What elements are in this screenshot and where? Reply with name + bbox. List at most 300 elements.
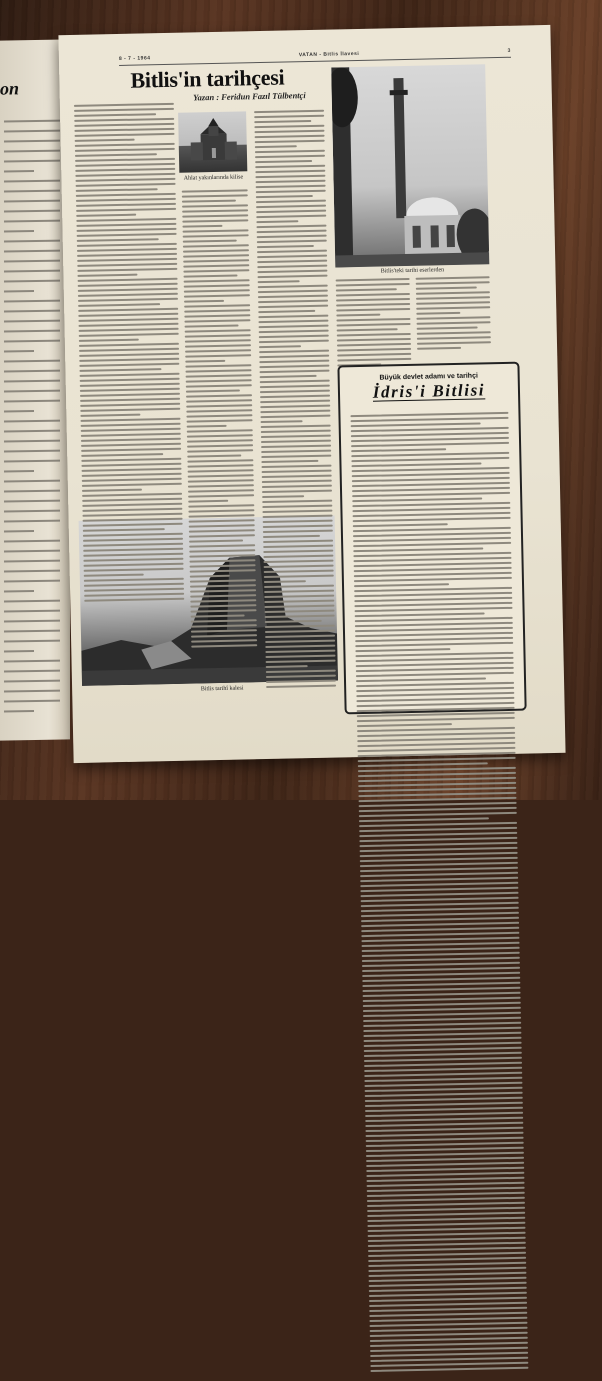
text-line [82,513,182,517]
text-line [262,485,332,488]
text-line [184,279,250,282]
text-line [263,535,320,538]
text-line [82,473,182,477]
adjacent-page-text-line [4,360,60,363]
text-line [82,498,182,502]
text-line [77,248,177,252]
text-line [266,680,336,683]
text-line [188,494,254,497]
text-line [77,243,177,247]
text-line [75,148,175,152]
adjacent-page-text-line [4,570,60,573]
text-line [355,612,485,617]
adjacent-page-text-line [4,260,60,263]
text-line [74,123,174,127]
church-photo [178,111,247,172]
minaret-photo-caption: Bitlis'teki tarihi eserlerden [380,267,445,275]
text-line [263,525,333,528]
text-line [264,580,306,583]
text-line [261,465,331,468]
text-line [357,717,515,722]
text-line [84,598,184,602]
text-line [258,280,300,283]
text-line [265,610,335,613]
text-line [256,185,326,188]
text-line [265,615,335,618]
text-line [254,130,324,133]
text-line [264,565,334,568]
text-line [185,344,251,347]
text-line [262,470,332,473]
text-line [264,570,334,573]
text-line [266,665,308,668]
text-line [74,118,174,122]
text-line [257,265,327,268]
text-line [262,490,332,493]
text-line [262,475,332,478]
text-line [336,303,410,307]
text-line [355,648,450,652]
text-line [183,229,249,232]
text-line [189,554,255,557]
text-line [417,321,491,325]
text-line [337,348,411,352]
text-line [262,495,304,498]
text-line [83,528,165,532]
text-line [263,530,333,533]
text-line [260,385,330,388]
text-line [417,336,491,340]
text-line [255,170,325,173]
text-line [75,173,175,177]
text-line [266,685,336,688]
text-line [187,459,253,462]
text-line [78,288,178,292]
text-line [75,163,175,167]
text-line [355,642,513,647]
text-line [74,113,156,117]
text-line [190,564,256,567]
text-line [257,260,327,263]
text-line [336,318,410,322]
text-line [256,225,326,228]
text-line [336,288,397,291]
text-line [76,188,158,192]
text-line [76,203,176,207]
text-line [78,308,178,312]
text-line [84,583,184,587]
text-line [257,270,327,273]
text-line [185,329,251,332]
text-line [80,378,180,382]
adjacent-page-text-line [4,620,60,623]
text-line [77,274,137,277]
adjacent-page-text-line [4,450,60,453]
adjacent-page-text-line [4,480,60,483]
text-line [255,140,325,143]
text-line [186,379,252,382]
text-line [191,629,257,632]
text-line [80,398,180,402]
adjacent-page-text-line [4,350,34,353]
text-line [259,350,329,353]
text-line [78,283,178,287]
text-line [259,360,329,363]
text-line [336,298,410,302]
text-line [259,345,301,348]
adjacent-page-text-line [4,590,34,593]
text-line [189,559,255,562]
adjacent-page-text-line [4,150,60,153]
page-masthead [119,48,511,66]
text-line [83,553,183,557]
text-line [187,449,253,452]
text-line [189,519,255,522]
adjacent-page-text-line [4,220,60,223]
masthead-page-number: 3 [507,47,511,54]
text-line [83,523,183,527]
article-column-4 [336,278,412,370]
text-line [359,817,489,822]
text-line [351,442,509,447]
text-line [190,599,256,602]
text-line [79,348,179,352]
text-line [416,281,490,285]
text-line [80,418,180,422]
adjacent-page-text-line [4,490,60,493]
text-line [77,268,177,272]
text-line [186,399,252,402]
text-line [82,468,182,472]
adjacent-page-text-line [4,280,60,283]
text-line [182,194,248,197]
adjacent-page-text-line [4,550,60,553]
text-line [187,439,253,442]
adjacent-page-text-line [4,370,60,373]
text-line [80,414,140,417]
text-line [191,609,257,612]
article-column-1 [74,103,184,605]
adjacent-page-text-line [4,430,60,433]
text-line [263,540,333,543]
text-line [260,370,330,373]
text-line [191,619,257,622]
text-line [82,483,182,487]
text-line [187,464,253,467]
text-line [74,128,174,132]
adjacent-page-text-line [4,240,60,243]
adjacent-page-text-line [4,180,60,183]
text-line [263,520,333,523]
text-line [254,125,324,128]
text-line [184,300,224,303]
text-line [258,275,328,278]
text-line [337,333,411,337]
adjacent-page-text-line [4,460,60,463]
text-line [259,365,329,368]
text-line [259,340,329,343]
text-line [186,409,252,412]
text-line [76,214,136,217]
text-line [262,510,332,513]
text-line [76,218,176,222]
adjacent-page-text-line [4,210,60,213]
church-illustration [178,111,247,172]
text-line [337,343,411,347]
text-line [261,420,303,423]
text-line [81,423,181,427]
text-line [184,309,250,312]
text-line [187,444,253,447]
text-line [84,574,144,577]
text-line [261,440,331,443]
text-line [75,178,175,182]
text-line [355,607,513,612]
adjacent-page-text-line [4,440,60,443]
text-line [356,677,486,682]
text-line [184,304,250,307]
text-line [264,605,334,608]
text-line [187,429,253,432]
text-line [352,492,510,497]
text-line [336,314,380,317]
text-line [352,497,482,502]
adjacent-page-text-line [4,650,34,653]
adjacent-page-text-line [4,470,34,473]
text-line [257,245,314,248]
text-line [336,293,410,297]
article-column-5 [416,276,492,353]
text-line [77,228,177,232]
text-line [191,639,257,642]
text-line [262,505,332,508]
text-line [258,285,328,288]
adjacent-page-text-line [4,200,60,203]
text-line [76,193,176,197]
text-line [186,374,252,377]
text-line [83,518,183,522]
text-line [190,569,256,572]
text-line [78,293,178,297]
text-line [76,223,176,227]
text-line [356,672,514,677]
text-line [260,395,330,398]
text-line [416,276,490,280]
adjacent-page-text-line [4,230,34,233]
text-line [259,330,329,333]
text-line [84,568,184,572]
text-line [189,539,243,542]
text-line [260,390,330,393]
text-line [337,358,411,362]
text-line [79,333,179,337]
adjacent-page-text-line [4,560,60,563]
text-line [81,428,181,432]
text-line [187,434,253,437]
text-line [258,320,328,323]
text-line [78,318,178,322]
text-line [416,312,460,315]
text-line [258,290,328,293]
text-line [256,220,298,223]
text-line [82,503,182,507]
text-line [257,235,327,238]
text-line [260,380,330,383]
adjacent-page-text-line [4,580,60,583]
text-line [257,250,327,253]
adjacent-page-text-line [4,670,60,673]
adjacent-page-text-line [4,300,60,303]
text-line [265,645,335,648]
text-line [188,500,228,503]
text-line [416,291,490,295]
text-line [191,614,245,617]
adjacent-page-text-line [4,310,60,313]
text-line [336,278,410,282]
text-line [74,108,174,112]
text-line [256,200,326,203]
adjacent-page-text-line [4,420,60,423]
text-line [188,484,254,487]
text-line [256,210,326,213]
text-line [188,469,254,472]
text-line [263,555,333,558]
text-line [187,419,253,422]
text-line [259,335,329,338]
article-title: Bitlis'in tarihçesi [130,64,285,93]
text-line [256,190,326,193]
text-line [78,278,178,282]
text-line [77,238,159,242]
sidebar-title: İdris'i Bitlisi [372,380,486,402]
adjacent-page-text-line [4,540,60,543]
adjacent-page-text-line [4,120,60,123]
text-line [254,110,324,113]
article-column-2 [182,189,258,650]
text-line [81,463,181,467]
text-line [351,422,481,427]
text-line [262,480,332,483]
text-line [255,160,312,163]
text-line [260,405,330,408]
church-photo-caption: Ahlat yakınlarında kilise [183,174,244,182]
text-line [416,301,490,305]
text-line [261,460,318,463]
text-line [79,323,179,327]
text-line [265,625,335,628]
text-line [80,393,180,397]
text-line [183,254,249,257]
adjacent-page-headline-fragment: on [0,78,20,99]
text-line [190,579,256,582]
text-line [351,457,509,462]
text-line [190,575,230,578]
text-line [255,135,325,138]
minaret-illustration [331,64,489,267]
text-line [77,253,177,257]
text-line [83,538,183,542]
article-column-3 [254,110,336,691]
text-line [182,189,248,192]
text-line [191,644,257,647]
masthead-date: 8 - 7 - 1964 [118,55,151,62]
adjacent-page-text-line [4,710,34,713]
text-line [264,575,334,578]
adjacent-page-text-line [4,390,60,393]
text-line [189,544,255,547]
text-line [76,183,176,187]
text-line [254,120,311,123]
text-line [189,534,255,537]
text-line [258,310,315,313]
text-line [265,620,322,623]
text-line [337,328,398,331]
text-line [188,489,254,492]
text-line [259,325,329,328]
text-line [357,723,452,727]
text-line [82,508,182,512]
text-line [182,219,248,222]
text-line [185,339,251,342]
text-line [185,325,239,328]
castle-photo-caption: Bitlis tarihî kalesi [200,685,244,693]
adjacent-page-text-line [4,530,34,533]
text-line [82,478,182,482]
text-line [79,339,139,342]
text-line [416,316,490,320]
text-line [259,355,329,358]
text-line [184,319,250,322]
text-line [75,143,175,147]
text-line [184,284,250,287]
text-line [417,331,491,335]
text-line [337,323,411,327]
text-line [189,529,255,532]
text-line [83,543,183,547]
adjacent-page-text-line [4,630,60,633]
text-line [185,334,251,337]
text-line [84,593,184,597]
text-line [188,504,254,507]
text-line [187,425,227,428]
text-line [260,375,317,378]
adjacent-page-text-line [4,610,60,613]
text-line [336,308,410,312]
text-line [265,640,335,643]
text-line [79,358,179,362]
text-line [188,509,254,512]
text-line [358,757,516,762]
adjacent-page-text-line [4,700,60,703]
text-line [76,198,176,202]
text-line [81,433,181,437]
text-line [351,417,509,422]
text-line [358,762,488,767]
text-line [417,327,478,330]
adjacent-page-text-line [4,400,60,403]
adjacent-page-text-line [4,600,60,603]
text-line [80,383,180,387]
text-line [256,205,326,208]
text-line [263,560,333,563]
text-line [77,258,177,262]
text-line [76,208,176,212]
text-line [261,445,331,448]
newspaper-page [58,25,565,763]
text-line [84,588,184,592]
text-line [261,455,331,458]
adjacent-newspaper-page [0,39,70,740]
